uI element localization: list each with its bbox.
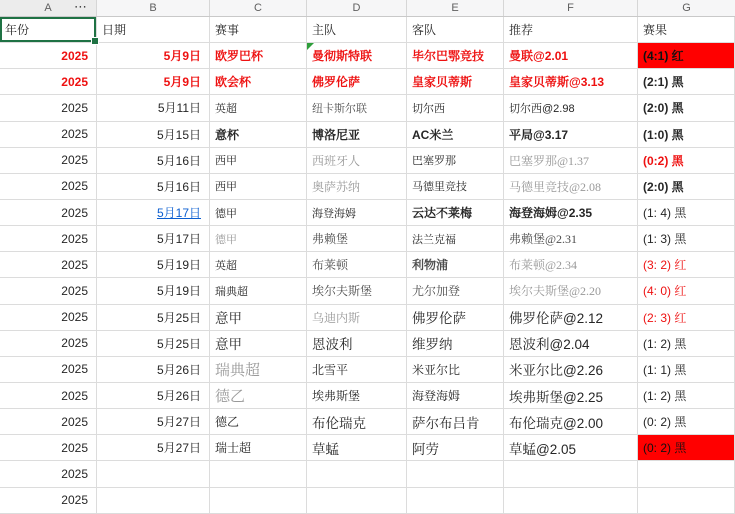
cell-E6[interactable]: 巴塞罗那 [407,148,504,174]
cell-F10[interactable]: 布莱顿@2.34 [504,252,638,278]
cell-C19[interactable] [210,488,307,514]
column-header-A[interactable]: A [0,0,97,16]
cell-B11[interactable]: 5月19日 [97,278,210,304]
cell-C15[interactable]: 德乙 [210,383,307,409]
cell-C6[interactable]: 西甲 [210,148,307,174]
cell-B4[interactable]: 5月11日 [97,95,210,121]
cell-F9[interactable]: 弗赖堡@2.31 [504,226,638,252]
cell-A7[interactable]: 2025 [0,174,97,200]
cell-B12[interactable]: 5月25日 [97,305,210,331]
cell-A17[interactable]: 2025 [0,435,97,461]
cell-G3[interactable]: (2:1) 黑 [638,69,735,95]
cell-F17[interactable]: 草蜢@2.05 [504,435,638,461]
cell-C4[interactable]: 英超 [210,95,307,121]
cell-B8[interactable]: 5月17日 [97,200,210,226]
cell-D1[interactable]: 主队 [307,17,407,43]
cell-E9[interactable]: 法兰克福 [407,226,504,252]
cell-F3[interactable]: 皇家贝蒂斯@3.13 [504,69,638,95]
cell-B3[interactable]: 5月9日 [97,69,210,95]
cell-E14[interactable]: 米亚尔比 [407,357,504,383]
cell-E13[interactable]: 维罗纳 [407,331,504,357]
cell-A16[interactable]: 2025 [0,409,97,435]
cell-G16[interactable]: (0: 2) 黑 [638,409,735,435]
cell-F7[interactable]: 马德里竞技@2.08 [504,174,638,200]
cell-B18[interactable] [97,461,210,487]
cell-D18[interactable] [307,461,407,487]
cell-B5[interactable]: 5月15日 [97,122,210,148]
cell-G18[interactable] [638,461,735,487]
cell-G19[interactable] [638,488,735,514]
cell-F19[interactable] [504,488,638,514]
cell-C13[interactable]: 意甲 [210,331,307,357]
cell-A19[interactable]: 2025 [0,488,97,514]
cell-E8[interactable]: 云达不莱梅 [407,200,504,226]
cell-A18[interactable]: 2025 [0,461,97,487]
cell-D4[interactable]: 纽卡斯尔联 [307,95,407,121]
cell-F16[interactable]: 布伦瑞克@2.00 [504,409,638,435]
cell-B15[interactable]: 5月26日 [97,383,210,409]
cell-F2[interactable]: 曼联@2.01 [504,43,638,69]
cell-G1[interactable]: 赛果 [638,17,735,43]
cell-A6[interactable]: 2025 [0,148,97,174]
cell-E10[interactable]: 利物浦 [407,252,504,278]
cell-B9[interactable]: 5月17日 [97,226,210,252]
cell-B7[interactable]: 5月16日 [97,174,210,200]
cell-D2[interactable]: 曼彻斯特联 [307,43,407,69]
cell-B13[interactable]: 5月25日 [97,331,210,357]
cell-C3[interactable]: 欧会杯 [210,69,307,95]
cell-E7[interactable]: 马德里竞技 [407,174,504,200]
cell-A9[interactable]: 2025 [0,226,97,252]
cell-B14[interactable]: 5月26日 [97,357,210,383]
cell-F15[interactable]: 埃弗斯堡@2.25 [504,383,638,409]
cell-C17[interactable]: 瑞士超 [210,435,307,461]
cell-F6[interactable]: 巴塞罗那@1.37 [504,148,638,174]
cell-E1[interactable]: 客队 [407,17,504,43]
cell-D13[interactable]: 恩波利 [307,331,407,357]
cell-E2[interactable]: 毕尔巴鄂竞技 [407,43,504,69]
cell-G14[interactable]: (1: 1) 黑 [638,357,735,383]
cell-F1[interactable]: 推荐 [504,17,638,43]
cell-D11[interactable]: 埃尔夫斯堡 [307,278,407,304]
cell-C16[interactable]: 德乙 [210,409,307,435]
cell-G4[interactable]: (2:0) 黑 [638,95,735,121]
cell-D5[interactable]: 博洛尼亚 [307,122,407,148]
cell-D17[interactable]: 草蜢 [307,435,407,461]
cell-A10[interactable]: 2025 [0,252,97,278]
cell-C11[interactable]: 瑞典超 [210,278,307,304]
cell-A13[interactable]: 2025 [0,331,97,357]
cell-D9[interactable]: 弗赖堡 [307,226,407,252]
cell-F11[interactable]: 埃尔夫斯堡@2.20 [504,278,638,304]
cell-D3[interactable]: 佛罗伦萨 [307,69,407,95]
cell-B10[interactable]: 5月19日 [97,252,210,278]
cell-E11[interactable]: 尤尔加登 [407,278,504,304]
cell-G11[interactable]: (4: 0) 红 [638,278,735,304]
cell-F8[interactable]: 海登海姆@2.35 [504,200,638,226]
column-header-C[interactable]: C [210,0,307,16]
sheet-grid [0,17,735,514]
cell-E12[interactable]: 佛罗伦萨 [407,305,504,331]
cell-G2[interactable]: (4:1) 红 [638,43,735,69]
cell-B6[interactable]: 5月16日 [97,148,210,174]
cell-C14[interactable]: 瑞典超 [210,357,307,383]
cell-C7[interactable]: 西甲 [210,174,307,200]
cell-E16[interactable]: 萨尔布吕肯 [407,409,504,435]
cell-E18[interactable] [407,461,504,487]
cell-D10[interactable]: 布莱顿 [307,252,407,278]
cell-G17[interactable]: (0: 2) 黑 [638,435,735,461]
cell-E15[interactable]: 海登海姆 [407,383,504,409]
cell-C8[interactable]: 德甲 [210,200,307,226]
cell-A11[interactable]: 2025 [0,278,97,304]
more-options-icon[interactable]: ⋯ [74,0,88,14]
cell-B1[interactable]: 日期 [97,17,210,43]
cell-C12[interactable]: 意甲 [210,305,307,331]
cell-A8[interactable]: 2025 [0,200,97,226]
cell-F12[interactable]: 佛罗伦萨@2.12 [504,305,638,331]
cell-G13[interactable]: (1: 2) 黑 [638,331,735,357]
cell-F14[interactable]: 米亚尔比@2.26 [504,357,638,383]
cell-E3[interactable]: 皇家贝蒂斯 [407,69,504,95]
column-header-row [0,0,735,17]
cell-E17[interactable]: 阿劳 [407,435,504,461]
cell-G7[interactable]: (2:0) 黑 [638,174,735,200]
cell-G6[interactable]: (0:2) 黑 [638,148,735,174]
cell-C10[interactable]: 英超 [210,252,307,278]
cell-A4[interactable]: 2025 [0,95,97,121]
cell-A14[interactable]: 2025 [0,357,97,383]
cell-D12[interactable]: 乌迪内斯 [307,305,407,331]
column-header-D[interactable]: D [307,0,407,16]
cell-G8[interactable]: (1: 4) 黑 [638,200,735,226]
column-header-E[interactable]: E [407,0,504,16]
cell-D6[interactable]: 西班牙人 [307,148,407,174]
column-header-B[interactable]: B [97,0,210,16]
cell-F13[interactable]: 恩波利@2.04 [504,331,638,357]
cell-A2[interactable]: 2025 [0,43,97,69]
cell-D7[interactable]: 奥萨苏纳 [307,174,407,200]
cell-D8[interactable]: 海登海姆 [307,200,407,226]
column-header-F[interactable]: F [504,0,638,16]
cell-D14[interactable]: 北雪平 [307,357,407,383]
cell-A15[interactable]: 2025 [0,383,97,409]
cell-D19[interactable] [307,488,407,514]
cell-A5[interactable]: 2025 [0,122,97,148]
cell-G5[interactable]: (1:0) 黑 [638,122,735,148]
cell-C5[interactable]: 意杯 [210,122,307,148]
cell-B16[interactable]: 5月27日 [97,409,210,435]
cell-D16[interactable]: 布伦瑞克 [307,409,407,435]
cell-E4[interactable]: 切尔西 [407,95,504,121]
cell-C18[interactable] [210,461,307,487]
cell-A3[interactable]: 2025 [0,69,97,95]
cell-C9[interactable]: 德甲 [210,226,307,252]
cell-B19[interactable] [97,488,210,514]
cell-B17[interactable]: 5月27日 [97,435,210,461]
cell-G12[interactable]: (2: 3) 红 [638,305,735,331]
cell-B2[interactable]: 5月9日 [97,43,210,69]
cell-C2[interactable]: 欧罗巴杯 [210,43,307,69]
column-header-G[interactable]: G [682,2,691,14]
cell-F5[interactable]: 平局@3.17 [504,122,638,148]
cell-G10[interactable]: (3: 2) 红 [638,252,735,278]
cell-D15[interactable]: 埃弗斯堡 [307,383,407,409]
cell-G9[interactable]: (1: 3) 黑 [638,226,735,252]
cell-G15[interactable]: (1: 2) 黑 [638,383,735,409]
cell-F18[interactable] [504,461,638,487]
cell-A12[interactable]: 2025 [0,305,97,331]
cell-A1[interactable]: 年份 [0,17,97,43]
cell-E19[interactable] [407,488,504,514]
cell-E5[interactable]: AC米兰 [407,122,504,148]
cell-F4[interactable]: 切尔西@2.98 [504,95,638,121]
cell-C1[interactable]: 赛事 [210,17,307,43]
